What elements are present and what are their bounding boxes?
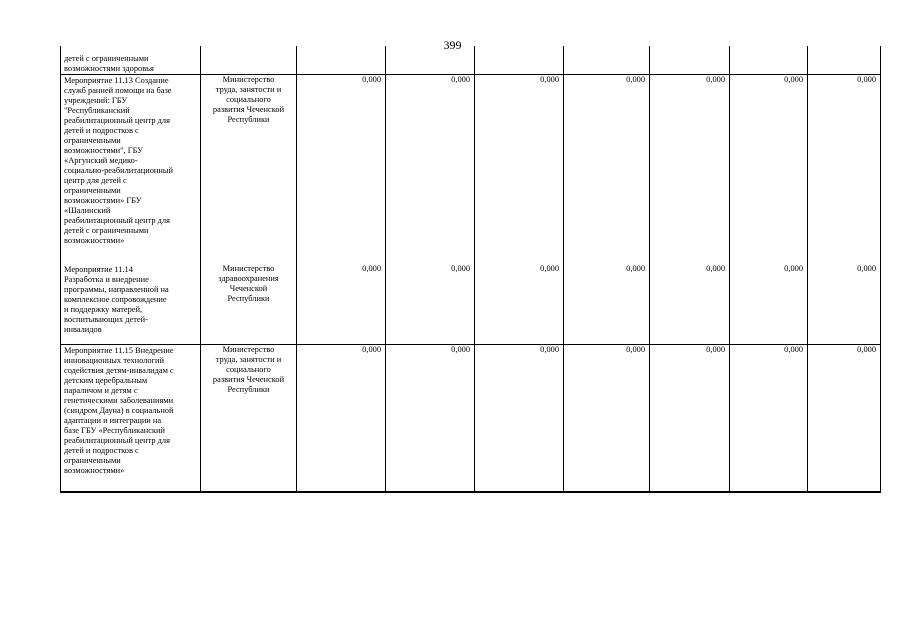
value-cell: 0,000 [386,264,475,345]
value-cell: 0,000 [650,75,730,265]
value-cell: 0,000 [564,75,650,265]
table-row [61,264,881,345]
value-cell: 0,000 [730,345,808,493]
value-cell: 0,000 [386,345,475,493]
value-cell: 0,000 [808,345,881,493]
value-cell: 0,000 [475,75,564,265]
value-cell: 0,000 [730,264,808,345]
value-cell: 0,000 [730,75,808,265]
table-row [61,345,881,493]
value-cell: 0,000 [475,345,564,493]
responsible-organization: Министерство труда, занятости и социального развития Чеченской Республики [201,345,297,493]
value-cell: 0,000 [386,75,475,265]
value-cell: 0,000 [564,345,650,493]
responsible-organization: Министерство труда, занятости и социального развития Чеченской Республики [201,75,297,265]
value-cell [475,46,564,75]
value-cell: 0,000 [475,264,564,345]
value-cell [808,46,881,75]
value-cell [297,46,386,75]
value-cell: 0,000 [297,345,386,493]
measure-description: Мероприятие 11.13 Создание служб ранней помощи на базе учреждений: ГБУ "Республиканский реабилитационный центр для детей и подростков с ограниченными возможностями", ГБУ «Аргунский медико- социально-реабилитационный центр для детей с ограниченными возможностями» ГБУ «Шалинский реабилитационный центр для детей с ограниченными возможностями» [61,75,201,265]
value-cell: 0,000 [650,264,730,345]
measure-description: Мероприятие 11.15 Внедрение инновационных технологий содействия детям-инвалидам с детским церебральным параличом и детям с генетическими заболеваниями (синдром Дауна) в социальной адаптации и интеграции на базе ГБУ «Республиканский реабилитационный центр для детей и подростков с ограниченными возможностями» [61,345,201,493]
table-row [61,46,881,75]
value-cell: 0,000 [650,345,730,493]
value-cell: 0,000 [297,264,386,345]
value-cell: 0,000 [808,75,881,265]
value-cell: 0,000 [564,264,650,345]
responsible-organization: Министерство здравоохранения Чеченской Республики [201,264,297,345]
value-cell [564,46,650,75]
responsible-organization [201,46,297,75]
value-cell [386,46,475,75]
value-cell [650,46,730,75]
value-cell: 0,000 [808,264,881,345]
measure-description: детей с ограниченными возможностями здоровья [61,46,201,75]
funding-table [60,46,881,493]
page-number: 399 [443,38,462,52]
table-row [61,75,881,265]
value-cell: 0,000 [297,75,386,265]
measure-description: Мероприятие 11.14 Разработка и внедрение программы, направленной на комплексное сопровождение и поддержку матерей, воспитывающих детей- инвалидов [61,264,201,345]
value-cell [730,46,808,75]
